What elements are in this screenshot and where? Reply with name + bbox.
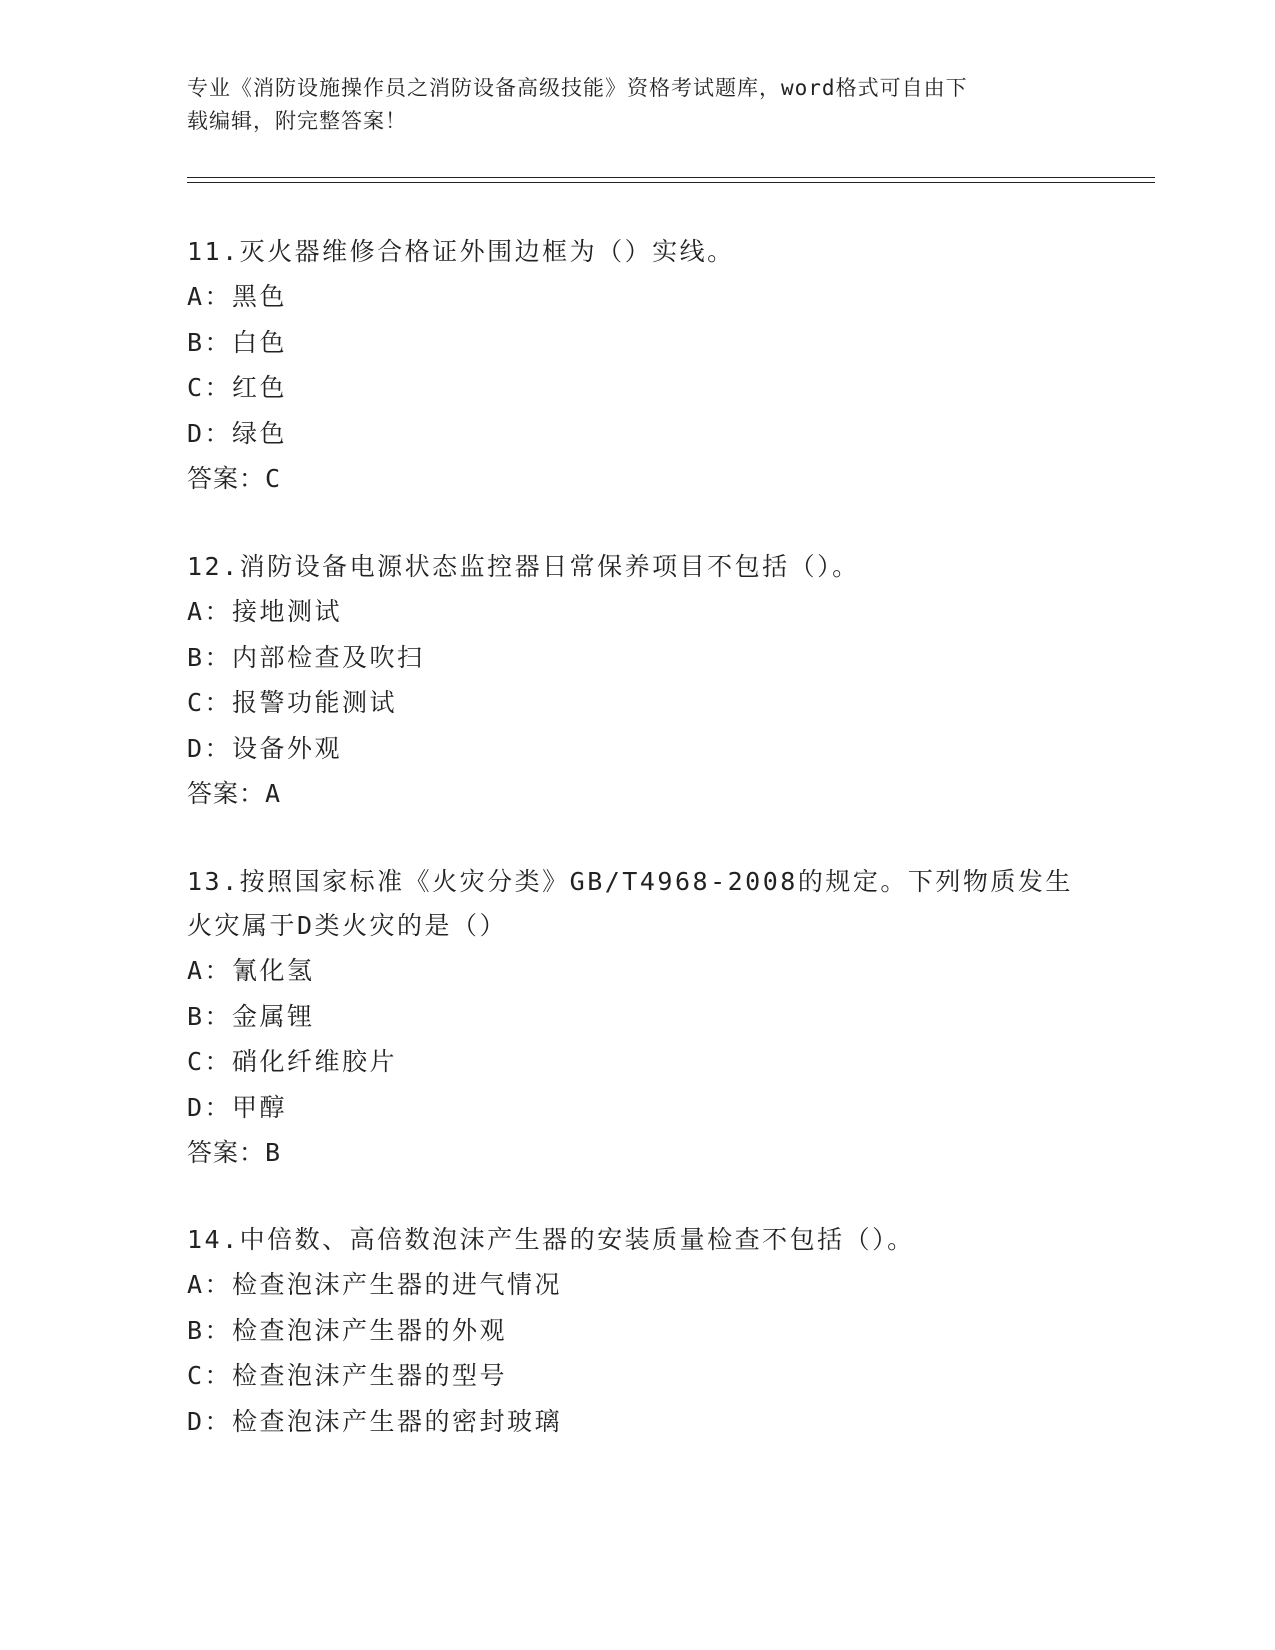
question-stem: 12.消防设备电源状态监控器日常保养项目不包括（）。 — [187, 552, 860, 581]
option-c: C：检查泡沫产生器的型号 — [187, 1361, 508, 1390]
option-d: D：甲醇 — [187, 1092, 288, 1122]
option-b: B：白色 — [187, 327, 288, 357]
question-12 — [187, 545, 1087, 817]
option-d: D：检查泡沫产生器的密封玻璃 — [187, 1406, 563, 1436]
header-rule-top — [187, 177, 1155, 178]
question-stem: 11.灭火器维修合格证外围边框为（）实线。 — [187, 237, 735, 266]
document-header — [187, 72, 1067, 138]
option-c: C：红色 — [187, 373, 288, 402]
option-a: A：黑色 — [187, 282, 288, 311]
option-c: C：硝化纤维胶片 — [187, 1047, 398, 1076]
question-stem-line-1: 13.按照国家标准《火灾分类》GB/T4968-2008的规定。下列物质发生 — [187, 867, 1073, 896]
answer-value: A — [265, 779, 282, 808]
answer — [187, 1130, 1087, 1176]
question-14 — [187, 1218, 1087, 1444]
answer — [187, 771, 1087, 817]
answer — [187, 456, 1087, 502]
header-rule-bottom — [187, 182, 1155, 183]
answer-value: B — [265, 1138, 282, 1167]
header-line-2: 载编辑，附完整答案！ — [187, 109, 407, 133]
answer-label: 答案： — [187, 464, 266, 493]
question-stem: 14.中倍数、高倍数泡沫产生器的安装质量检查不包括（）。 — [187, 1225, 915, 1254]
option-b: B：内部检查及吹扫 — [187, 642, 425, 672]
option-d: D：绿色 — [187, 418, 288, 448]
option-a: A：接地测试 — [187, 597, 343, 626]
header-line-1: 专业《消防设施操作员之消防设备高级技能》资格考试题库，word格式可自由下 — [187, 76, 968, 100]
answer-label: 答案： — [187, 779, 266, 808]
question-11 — [187, 230, 1087, 502]
option-d: D：设备外观 — [187, 733, 343, 763]
answer-label: 答案： — [187, 1138, 266, 1167]
option-b: B：检查泡沫产生器的外观 — [187, 1315, 508, 1345]
option-c: C：报警功能测试 — [187, 688, 398, 717]
question-13 — [187, 860, 1087, 1176]
option-a: A：检查泡沫产生器的进气情况 — [187, 1270, 563, 1299]
option-b: B：金属锂 — [187, 1001, 315, 1031]
answer-value: C — [265, 464, 282, 493]
question-stem-line-2: 火灾属于D类火灾的是（） — [187, 911, 508, 940]
option-a: A：氰化氢 — [187, 956, 315, 985]
